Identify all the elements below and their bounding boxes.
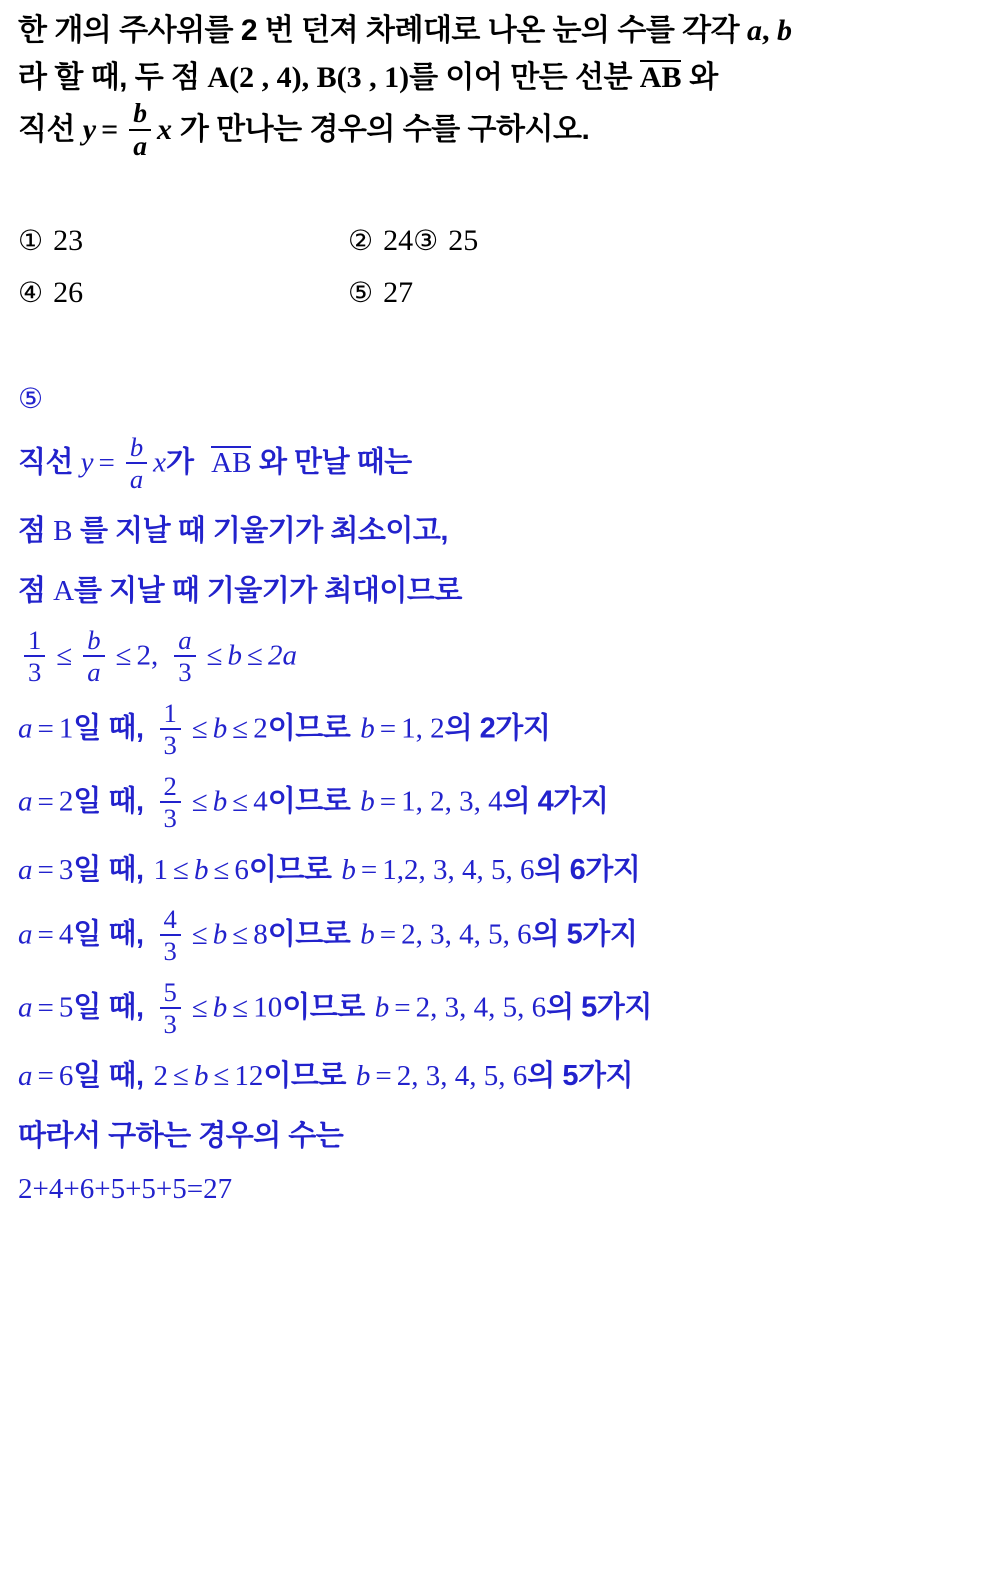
problem-line2-text-a: 라 할 때, 두 점: [18, 60, 208, 94]
solution-line2-text-b: 를 지날 때 기울기가 최소이고,: [72, 515, 448, 548]
case-eq: =: [37, 919, 54, 951]
case-result-values: 1,2, 3, 4, 5, 6: [382, 854, 535, 887]
ineq2-b: b: [227, 639, 243, 672]
case-because: 이므로: [248, 854, 332, 887]
case-result-var: b: [360, 919, 375, 951]
problem-line1-text: 한 개의 주사위를 2 번 던져 차례대로 나온 눈의 수를 각각: [18, 14, 747, 47]
case-line: [18, 977, 975, 1040]
case-result-values: 2, 3, 4, 5, 6: [401, 919, 532, 951]
problem-comma: ,: [761, 14, 777, 47]
problem-statement: [0, 0, 993, 163]
ineq1-le-2: ≤: [115, 639, 132, 672]
case-eq: =: [37, 854, 54, 887]
case-b: b: [193, 854, 209, 887]
case-lower-num: 5: [163, 977, 177, 1008]
answer-marker: ⑤: [18, 381, 44, 415]
case-upper: 8: [253, 919, 268, 951]
ineq2-rhs: 2a: [267, 639, 297, 672]
case-lower-num: 2: [163, 771, 177, 802]
case-var: a: [18, 1060, 33, 1093]
problem-line-3: [18, 97, 975, 163]
choice-1-marker: ①: [18, 223, 44, 257]
solution-x: x: [153, 446, 167, 479]
ineq2-le-1: ≤: [206, 639, 223, 672]
choice-5-label: 27: [383, 276, 414, 310]
problem-x: x: [157, 112, 173, 146]
case-lower-den: 3: [160, 934, 181, 965]
case-because: 이므로: [267, 919, 351, 951]
problem-fraction-numerator: b: [133, 97, 148, 128]
case-result-var: b: [341, 854, 356, 887]
case-result-eq: =: [379, 919, 397, 951]
case-because: 이므로: [282, 992, 365, 1025]
problem-line2-comma: ,: [301, 60, 317, 94]
ineq1-den: 3: [24, 655, 45, 686]
case-le-1: ≤: [191, 919, 208, 951]
case-lower-num: 1: [153, 854, 169, 887]
case-var: a: [18, 992, 33, 1025]
choice-row-2: [18, 267, 975, 320]
case-value: 5: [58, 992, 74, 1025]
case-result-tail: 의 5가지: [527, 1060, 633, 1093]
case-when: 일 때,: [73, 1060, 144, 1093]
case-lower-num: 4: [163, 904, 177, 935]
case-var: a: [18, 712, 33, 745]
case-result-eq: =: [360, 854, 378, 887]
case-upper: 10: [253, 992, 283, 1025]
problem-line3-text-b: 가 만나는 경우의 수를 구하시오.: [172, 112, 590, 146]
case-le-1: ≤: [191, 992, 208, 1025]
case-b: b: [193, 1060, 209, 1093]
problem-line-1: [18, 8, 975, 55]
case-when: 일 때,: [73, 854, 144, 887]
choice-4[interactable]: [18, 267, 348, 320]
ineq2-le-2: ≤: [247, 639, 263, 672]
case-le-2: ≤: [232, 712, 249, 745]
case-lower-bound: [160, 699, 181, 759]
case-le-2: ≤: [232, 786, 249, 818]
case-because: 이므로: [267, 712, 351, 745]
case-le-2: ≤: [213, 1060, 230, 1093]
ineq2-num: a: [178, 625, 192, 656]
case-upper: 12: [234, 1060, 264, 1093]
problem-line2-text-b: 를 이어 만든 선분: [409, 60, 640, 94]
solution-point-a: A: [53, 575, 75, 608]
case-when: 일 때,: [73, 992, 144, 1025]
solution-line1-text-b: 가: [166, 446, 202, 479]
case-when: 일 때,: [73, 919, 144, 951]
solution-segment-ab: AB: [211, 446, 252, 479]
solution-line3-text-a: 점: [18, 575, 54, 608]
case-result-eq: =: [394, 992, 411, 1025]
case-eq: =: [37, 992, 54, 1025]
inequality-fraction-b-over-a: [83, 626, 104, 686]
case-le-1: ≤: [191, 786, 208, 818]
solution-line1-text-c: 와 만날 때는: [251, 446, 412, 479]
case-b: b: [212, 786, 228, 818]
solution-line3-text-b: 를 지날 때 기울기가 최대이므로: [74, 575, 462, 608]
choice-list: [0, 215, 993, 320]
choice-5[interactable]: [348, 267, 413, 320]
case-result-var: b: [360, 712, 375, 745]
ineq1-rhs: 2,: [136, 639, 159, 672]
case-var: a: [18, 786, 33, 818]
choice-2[interactable]: [348, 215, 413, 268]
case-result-tail: 의 4가지: [502, 786, 609, 818]
conclusion-sum: 2+4+6+5+5+5=27: [18, 1173, 233, 1206]
case-when: 일 때,: [73, 786, 144, 818]
case-b: b: [212, 712, 228, 745]
problem-y: y: [82, 112, 97, 146]
case-result-values: 2, 3, 4, 5, 6: [396, 1060, 528, 1093]
case-because: 이므로: [263, 1060, 346, 1093]
problem-var-b: b: [776, 14, 792, 47]
choice-2-marker: ②: [348, 223, 374, 257]
solution-equals: =: [98, 446, 115, 479]
case-le-1: ≤: [191, 712, 208, 745]
problem-equals: =: [101, 112, 119, 146]
solution-point-b: B: [53, 515, 73, 548]
ineq1-fnum: b: [87, 625, 101, 656]
case-eq: =: [37, 1060, 54, 1093]
case-lower-bound: [160, 978, 181, 1038]
solution-line2-text-a: 점: [18, 515, 54, 548]
case-result-tail: 의 5가지: [546, 992, 652, 1025]
solution-line-1: [18, 432, 975, 495]
conclusion-text: 따라서 구하는 경우의 수는: [18, 1120, 344, 1153]
inequality-fraction-one-third: [24, 626, 45, 686]
case-line: [18, 847, 975, 894]
ineq1-fden: a: [83, 655, 104, 686]
segment-ab: AB: [639, 60, 682, 94]
point-a-label: A: [207, 60, 230, 94]
case-upper: 6: [234, 854, 249, 887]
case-result-eq: =: [375, 1060, 392, 1093]
solution-fraction-numerator: b: [129, 432, 144, 463]
choice-3-label: 25: [448, 223, 479, 257]
choice-5-marker: ⑤: [348, 276, 374, 310]
solution-fraction-b-over-a: [126, 433, 147, 493]
case-value: 2: [58, 786, 74, 818]
choice-4-label: 26: [53, 276, 84, 310]
case-line: [18, 771, 975, 834]
case-result-values: 1, 2, 3, 4: [401, 786, 503, 818]
case-lower-bound: [160, 905, 181, 965]
case-le-2: ≤: [213, 854, 230, 887]
case-value: 3: [58, 854, 74, 887]
case-value: 4: [58, 919, 74, 951]
case-result-values: 1, 2: [401, 712, 445, 745]
problem-line3-text-a: 직선: [18, 112, 83, 146]
problem-fraction-b-over-a: [129, 99, 151, 161]
case-le-1: ≤: [173, 854, 189, 887]
case-lower-den: 3: [160, 1007, 181, 1038]
case-var: a: [18, 854, 33, 887]
case-result-var: b: [355, 1060, 371, 1093]
choice-row-1: [18, 215, 975, 268]
case-result-tail: 의 5가지: [531, 919, 638, 951]
point-b-label: B: [316, 60, 337, 94]
case-line: [18, 1053, 975, 1100]
case-eq: =: [37, 786, 54, 818]
case-lower-den: 3: [160, 801, 181, 832]
problem-line-2: [18, 55, 975, 102]
choice-3[interactable]: [413, 215, 478, 268]
case-when: 일 때,: [73, 712, 144, 745]
case-le-2: ≤: [232, 992, 249, 1025]
solution-line-2: [18, 508, 975, 555]
solution-fraction-denominator: a: [126, 462, 147, 493]
problem-line2-text-c: 와: [681, 60, 718, 94]
case-value: 6: [58, 1060, 74, 1093]
solution-line-3: [18, 568, 975, 615]
choice-2-label: 24: [383, 223, 414, 257]
case-lower-den: 3: [160, 728, 181, 759]
case-b: b: [212, 992, 228, 1025]
inequality-fraction-a-over-3: [174, 626, 195, 686]
choice-1-label: 23: [53, 223, 84, 257]
case-result-values: 2, 3, 4, 5, 6: [415, 992, 547, 1025]
case-eq: =: [37, 712, 54, 745]
case-le-1: ≤: [173, 1060, 189, 1093]
point-b-coords: (3 , 1): [336, 60, 410, 94]
ineq1-le-1: ≤: [56, 639, 73, 672]
choice-3-marker: ③: [413, 223, 439, 257]
ineq2-den: 3: [174, 655, 195, 686]
case-result-var: b: [360, 786, 375, 818]
case-result-eq: =: [379, 786, 397, 818]
case-line: [18, 698, 975, 761]
point-a-coords: (2 , 4): [229, 60, 302, 94]
case-var: a: [18, 919, 33, 951]
solution-line1-text-a: 직선: [18, 446, 81, 479]
ineq1-num: 1: [28, 625, 42, 656]
case-result-var: b: [374, 992, 390, 1025]
case-value: 1: [58, 712, 74, 745]
case-b: b: [212, 919, 228, 951]
inequality-line: [18, 625, 975, 688]
case-line: [18, 904, 975, 967]
case-result-tail: 의 2가지: [444, 712, 551, 745]
choice-1[interactable]: [18, 215, 348, 268]
case-lower-num: 1: [163, 698, 177, 729]
problem-fraction-denominator: a: [129, 129, 151, 161]
case-because: 이므로: [267, 786, 351, 818]
case-lower-bound: [160, 772, 181, 832]
case-upper: 4: [253, 786, 268, 818]
choice-4-marker: ④: [18, 276, 44, 310]
case-le-2: ≤: [232, 919, 249, 951]
solution-y: y: [80, 446, 94, 479]
case-lower-num: 2: [153, 1060, 169, 1093]
case-result-tail: 의 6가지: [534, 854, 641, 887]
solution-block: [0, 376, 993, 1213]
case-result-eq: =: [379, 712, 397, 745]
case-upper: 2: [253, 712, 268, 745]
problem-var-a: a: [746, 14, 762, 47]
